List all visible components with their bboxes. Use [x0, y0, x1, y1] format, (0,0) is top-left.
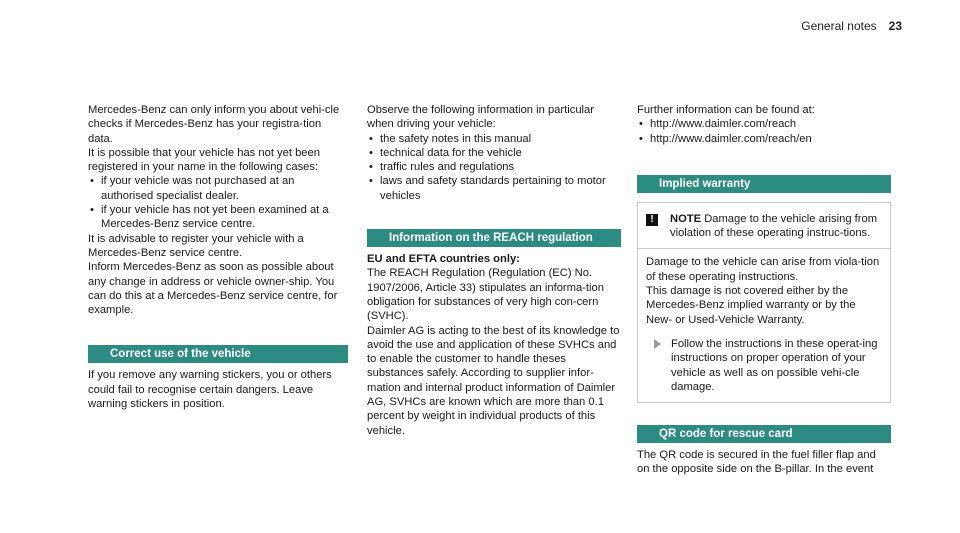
link-list	[637, 117, 891, 146]
section-heading-implied-warranty: Implied warranty	[637, 175, 891, 193]
subheading: EU and EFTA countries only:	[367, 253, 520, 266]
link-item[interactable]: • http://www.daimler.com/reach/en	[637, 132, 891, 146]
paragraph: The REACH Regulation (Regulation (EC) No. 1907/2006, Article 33) stipulates an informa-tion obligation for substances of very high con-cern (SVHC).	[367, 267, 604, 323]
list-item: • laws and safety standards pertaining to motor vehicles	[367, 174, 621, 203]
section-heading-reach: Information on the REACH regulation	[367, 229, 621, 247]
page-number: 23	[888, 19, 902, 33]
action-text: Follow the instructions in these operat-ing instructions on proper operation of your vehicle as well as on possible vehi-cle damage.	[671, 337, 878, 393]
paragraph: Further information can be found at:	[637, 104, 815, 116]
note-label: NOTE	[670, 212, 702, 225]
paragraph: If you remove any warning stickers, you or others could fail to recognise certain dangers. Leave warning stickers in position.	[88, 369, 332, 411]
paragraph: Damage to the vehicle can arise from viola-tion of these operating instructions.	[646, 256, 880, 283]
paragraph: Inform Mercedes-Benz as soon as possible about any change in address or vehicle owner-ship. You can do this at a Mercedes-Benz service centre, for example.	[88, 261, 338, 317]
note-header	[638, 203, 890, 249]
paragraph: Daimler AG is acting to the best of its knowledge to avoid the use and application of these SVHCs and to enable the customer to handle theses substances safely. According to supplier infor-mation and internal product information of Daimler AG, SVHCs are known which are more than 0.1 percent by weight in individual products of this vehicle.	[367, 324, 620, 437]
note-body	[638, 248, 890, 402]
action-step	[646, 337, 882, 394]
page-header	[801, 19, 902, 33]
section-heading-qr-code: QR code for rescue card	[637, 425, 891, 443]
list-item: • if your vehicle has not yet been examined at a Mercedes-Benz service centre.	[88, 203, 348, 232]
exclamation-icon: !	[646, 214, 658, 226]
paragraph: It is possible that your vehicle has not yet been registered in your name in the following cases:	[88, 146, 320, 174]
column-2	[367, 103, 621, 438]
paragraph: The QR code is secured in the fuel filler flap and on the opposite side on the B-pillar. In the event	[637, 449, 876, 476]
note-box	[637, 202, 891, 403]
bullet-list	[367, 132, 621, 203]
paragraph: This damage is not covered either by the Mercedes-Benz implied warranty or by the New- or Used-Vehicle Warranty.	[646, 285, 856, 326]
link-item[interactable]: • http://www.daimler.com/reach	[637, 117, 891, 131]
paragraph: It is advisable to register your vehicle with a Mercedes-Benz service centre.	[88, 232, 304, 259]
arrow-right-icon	[654, 339, 661, 349]
note-head-text: Damage to the vehicle arising from violation of these operating instruc-tions.	[670, 212, 878, 240]
list-item: • traffic rules and regulations	[367, 160, 621, 174]
bullet-list	[88, 174, 348, 231]
column-3	[637, 103, 891, 477]
section-name: General notes	[801, 19, 877, 33]
paragraph: Mercedes-Benz can only inform you about vehi-cle checks if Mercedes-Benz has your registra-tion data.	[88, 104, 340, 145]
column-1	[88, 103, 348, 411]
list-item: • the safety notes in this manual	[367, 132, 621, 146]
paragraph: Observe the following information in particular when driving your vehicle:	[367, 104, 594, 131]
section-heading-correct-use: Correct use of the vehicle	[88, 345, 348, 363]
list-item: • technical data for the vehicle	[367, 146, 621, 160]
list-item: • if your vehicle was not purchased at an authorised specialist dealer.	[88, 174, 348, 203]
